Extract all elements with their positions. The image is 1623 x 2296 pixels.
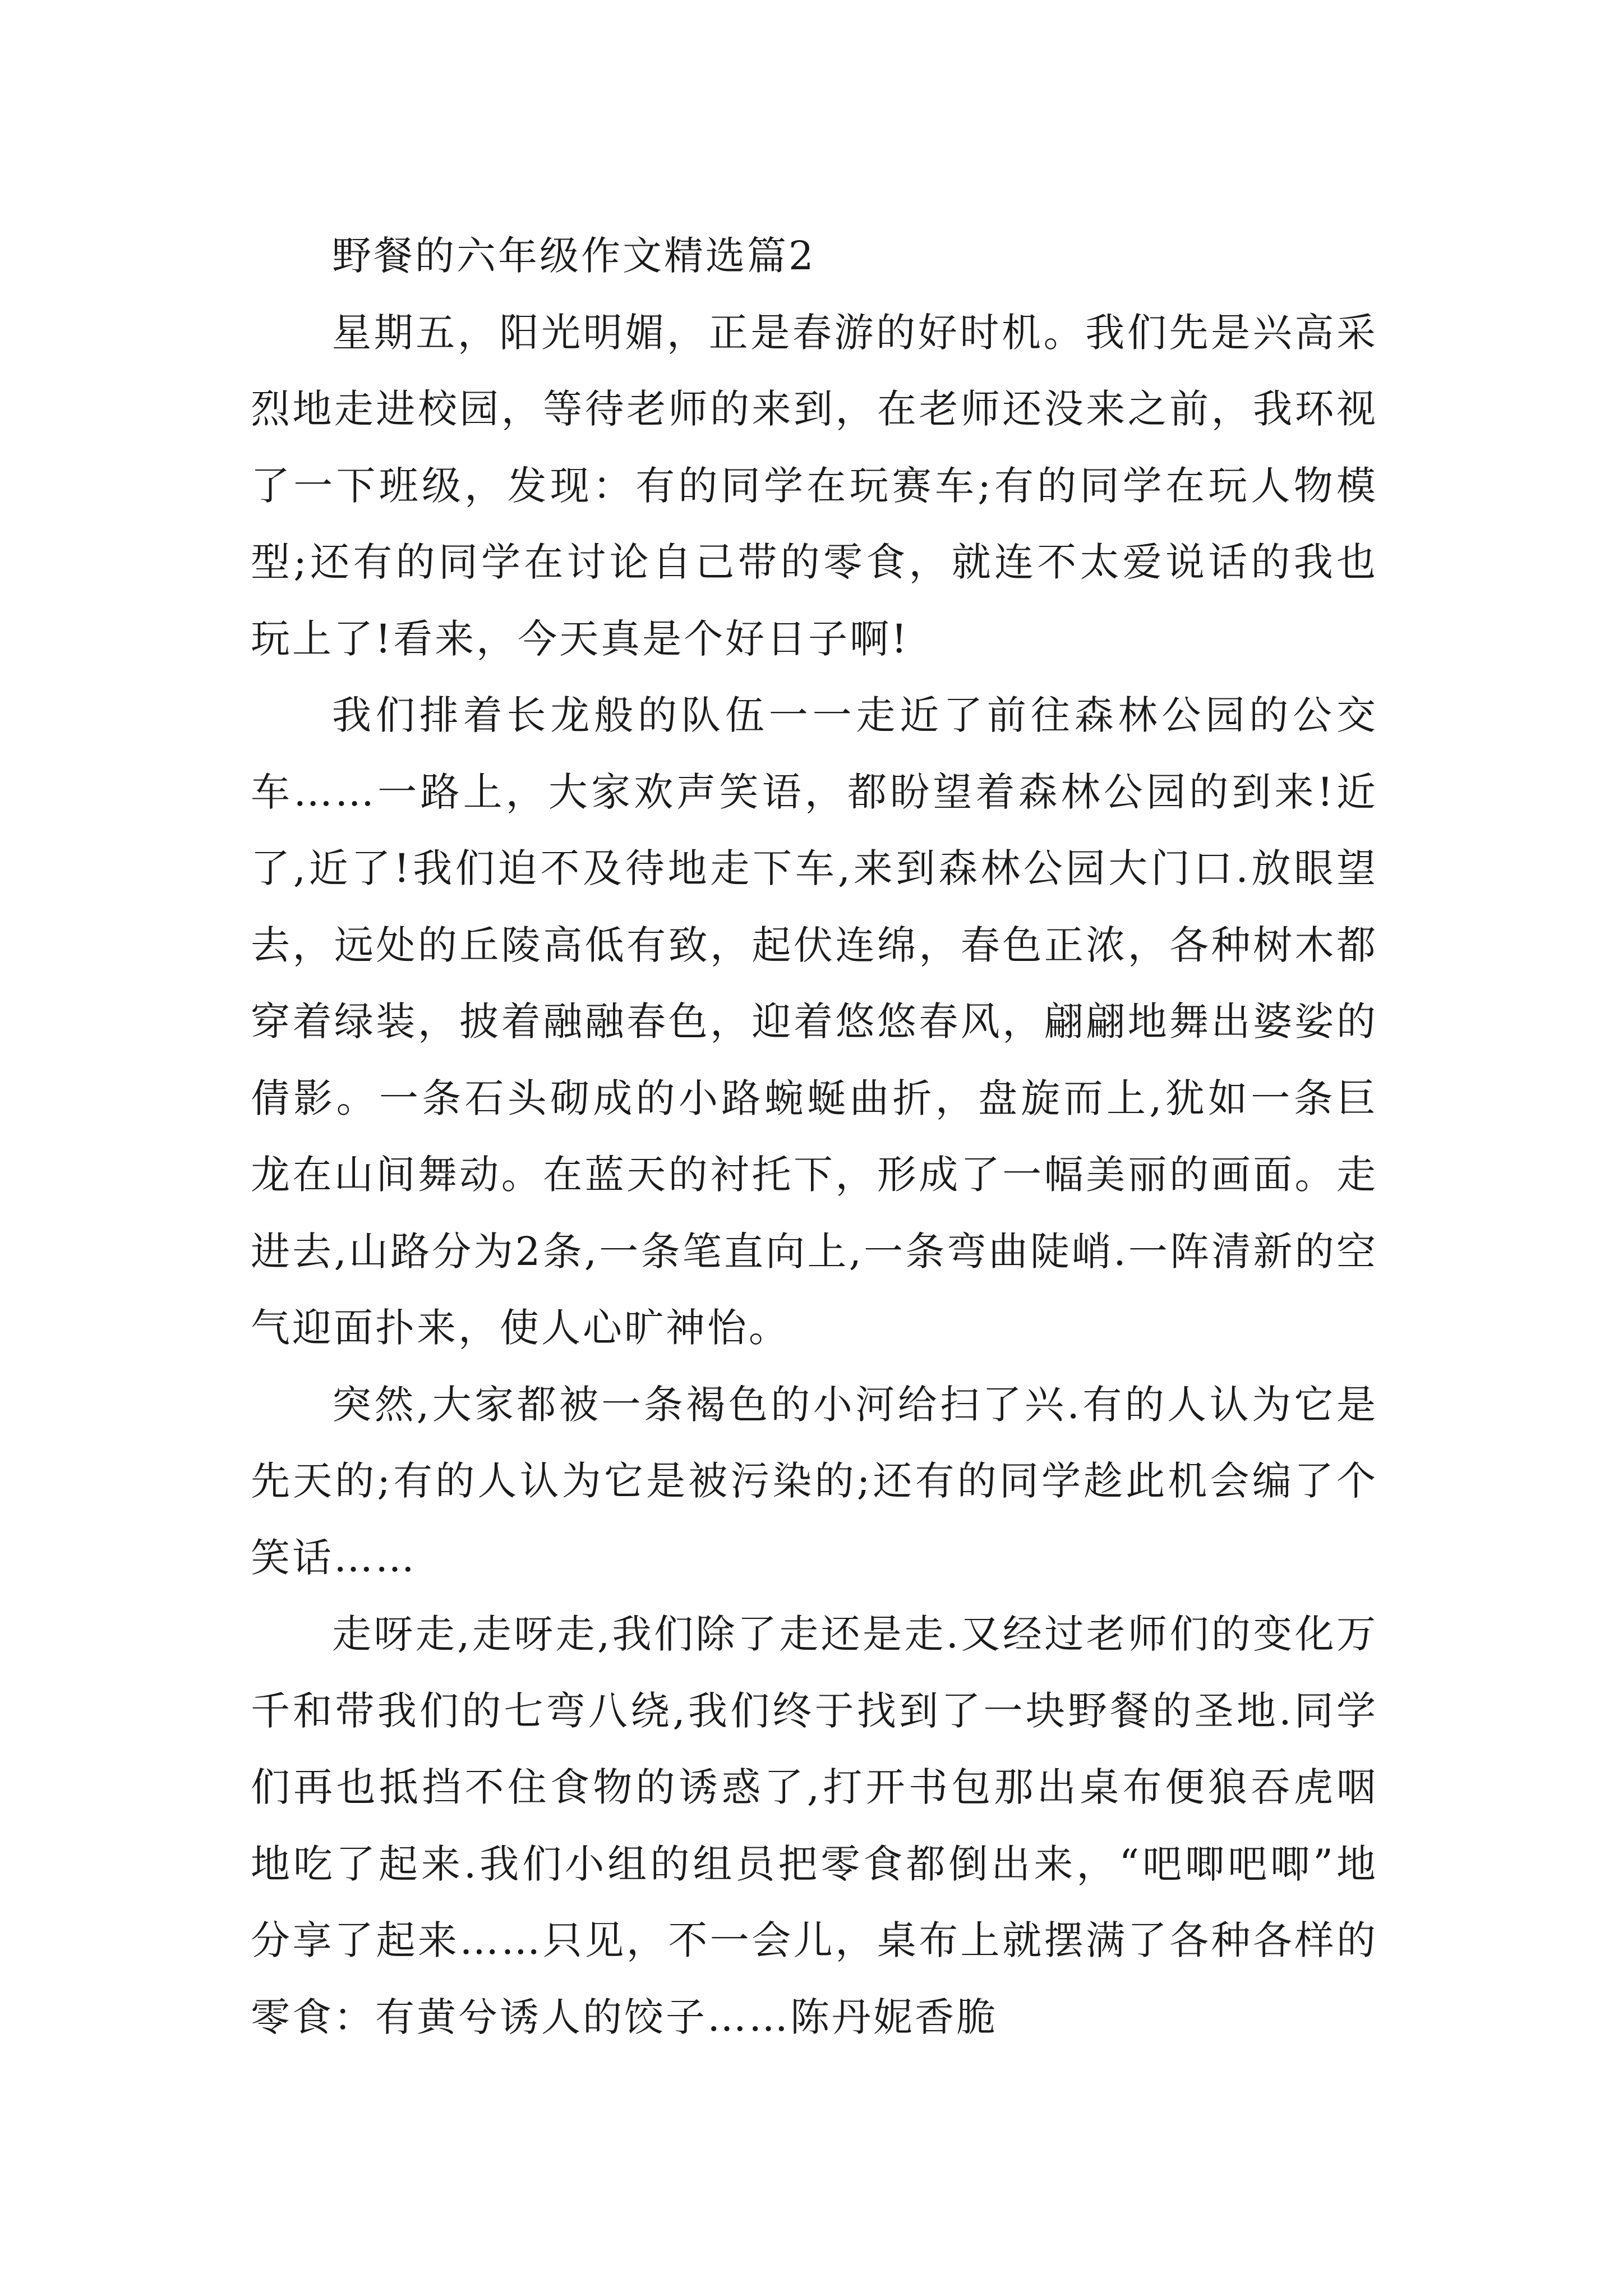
paragraph-1: 星期五，阳光明媚，正是春游的好时机。我们先是兴高采烈地走进校园，等待老师的来到，在老师还没来之前，我环视了一下班级，发现：有的同学在玩赛车;有的同学在玩人物模型;还有的同学在讨论自己带的零食，就连不太爱说话的我也玩上了!看来，今天真是个好日子啊! — [251, 309, 1378, 662]
document-body — [251, 218, 1378, 2055]
paragraph-4: 走呀走,走呀走,我们除了走还是走.又经过老师们的变化万千和带我们的七弯八绕,我们终于找到了一块野餐的圣地.同学们再也抵挡不住食物的诱惑了,打开书包那出桌布便狼吞虎咽地吃了起来.我们小组的组员把零食都倒出来，“吧唧吧唧”地分享了起来……只见，不一会儿，桌布上就摆满了各种各样的零食：有黄兮诱人的饺子……陈丹妮香脆 — [251, 1611, 1378, 2040]
paragraph-3: 突然,大家都被一条褐色的小河给扫了兴.有的人认为它是先天的;有的人认为它是被污染的;还有的同学趁此机会编了个笑话…… — [251, 1381, 1378, 1581]
paragraph-2: 我们排着长龙般的队伍一一走近了前往森林公园的公交车……一路上，大家欢声笑语，都盼望着森林公园的到来!近了,近了!我们迫不及待地走下车,来到森林公园大门口.放眼望去，远处的丘陵高低有致，起伏连绵，春色正浓，各种树木都穿着绿装，披着融融春色，迎着悠悠春风，翩翩地舞出婆娑的倩影。一条石头砌成的小路蜿蜒曲折，盘旋而上,犹如一条巨龙在山间舞动。在蓝天的衬托下，形成了一幅美丽的画面。走进去,山路分为2条,一条笔直向上,一条弯曲陡峭.一阵清新的空气迎面扑来，使人心旷神怡。 — [251, 692, 1378, 1351]
essay-title: 野餐的六年级作文精选篇2 — [332, 233, 816, 279]
